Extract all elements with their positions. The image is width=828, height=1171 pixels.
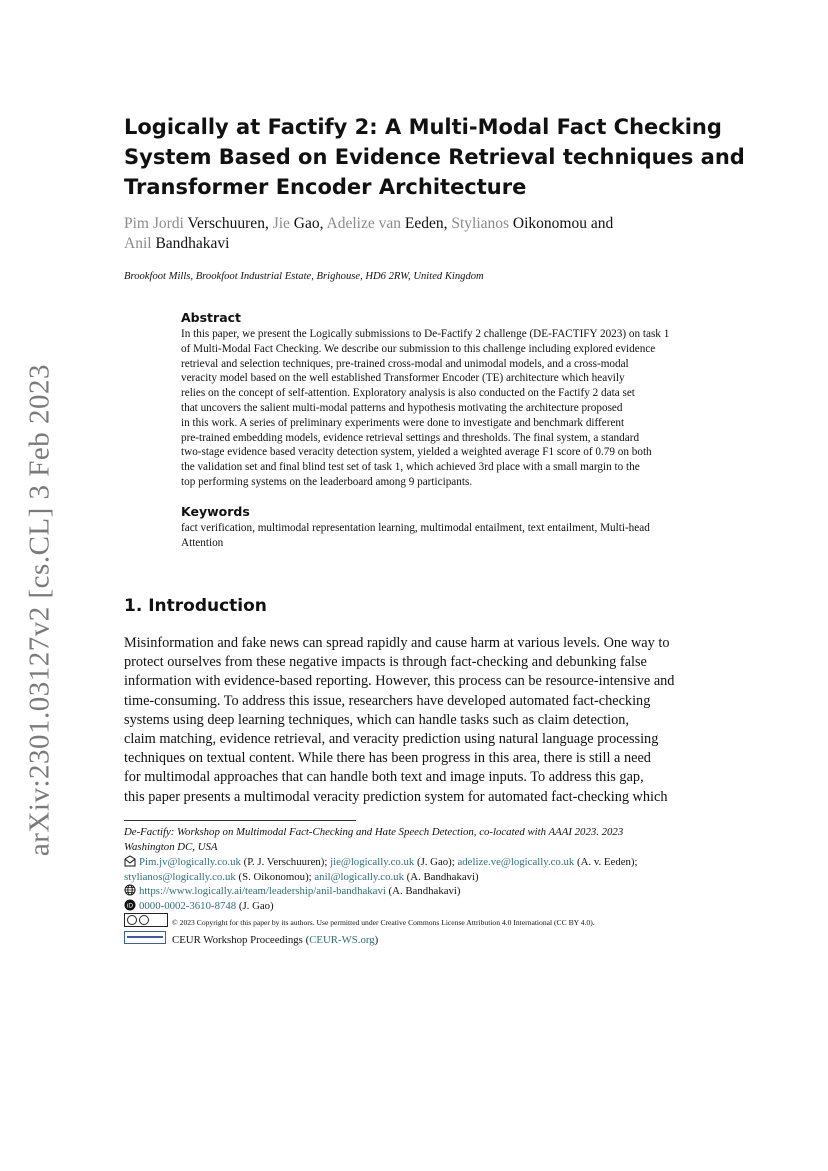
author: Stylianos Oikonomou and bbox=[451, 215, 614, 232]
body-line: protect ourselves from these negative impacts is through fact-checking and debunking false bbox=[124, 654, 647, 671]
author-list bbox=[124, 214, 724, 254]
email-footnote: Pim.jv@logically.co.uk (P. J. Verschuuren); jie@logically.co.uk (J. Gao); adelize.ve@logically.co.uk (A. v. Eeden); stylianos@logically.co.uk (S. Oikonomou); anil@logically.co.uk (A. Bandhakavi) https://www.logically.ai/team/leadership/anil-bandhakavi (A. Bandhakavi) iD 0000-0002-3610-8748 (J. Gao) © 2023 Copyright for this paper by its authors. Use permitted under Creative Commons License Attribution 4.0 International (CC BY 4.0). CEUR Workshop Proceedings (CEUR-WS.org) bbox=[124, 856, 638, 946]
abstract-line: In this paper, we present the Logically submissions to De-Factify 2 challenge (DE-FACTIFY 2023) on task 1 bbox=[181, 328, 670, 340]
title-line: Logically at Factify 2: A Multi-Modal Fact Checking bbox=[124, 115, 722, 139]
keywords-text bbox=[181, 521, 707, 551]
author: Anil Bandhakavi bbox=[124, 235, 230, 252]
introduction-text bbox=[124, 634, 708, 807]
orcid-icon bbox=[124, 899, 136, 911]
body-line: claim matching, evidence retrieval, and veracity prediction using natural language processing bbox=[124, 731, 659, 748]
paper-title bbox=[124, 112, 744, 202]
title-line: System Based on Evidence Retrieval techniques and bbox=[124, 145, 745, 169]
ceur-link[interactable]: CEUR-WS.org bbox=[309, 933, 375, 946]
email-link[interactable]: jie@logically.co.uk bbox=[330, 856, 415, 868]
abstract-line: top performing systems on the leaderboard among 9 participants. bbox=[181, 475, 473, 488]
email-link[interactable]: Pim.jv@logically.co.uk bbox=[139, 856, 241, 868]
author: Jie Gao, bbox=[272, 215, 327, 232]
abstract-line: veracity model based on the well established Transformer Encoder (TE) architecture which heavily bbox=[181, 372, 625, 385]
abstract-line: that uncovers the salient multi-modal patterns and hypothesis motivating the architecture proposed bbox=[181, 401, 623, 414]
svg-text:iD: iD bbox=[126, 902, 134, 909]
abstract-line: of Multi-Modal Fact Checking. We describe our submission to this challenge including explored evidence bbox=[181, 342, 656, 355]
cc-by-license-icon bbox=[124, 913, 168, 927]
affiliation: Brookfoot Mills, Brookfoot Industrial Estate, Brighouse, HD6 2RW, United Kingdom bbox=[124, 271, 484, 282]
title-line: Transformer Encoder Architecture bbox=[124, 175, 527, 199]
body-line: systems using deep learning techniques, which can handle tasks such as claim detection, bbox=[124, 711, 630, 728]
email-link[interactable]: anil@logically.co.uk bbox=[314, 870, 404, 883]
abstract-line: relies on the concept of self-attention. Exploratory analysis is also conducted on the Factify 2 data set bbox=[181, 387, 635, 400]
author: Adelize van Eeden, bbox=[326, 215, 452, 232]
abstract-line: in this work. A series of preliminary experiments were done to investigate and benchmark different bbox=[181, 416, 625, 429]
ceur-logo-icon bbox=[124, 931, 166, 944]
footnote-divider bbox=[124, 820, 356, 821]
arxiv-identifier-text: arXiv:2301.03127v2 [cs.CL] 3 Feb 2023 bbox=[23, 363, 56, 857]
body-line: information with evidence-based reporting. However, this process can be resource-intensive and bbox=[124, 673, 675, 690]
homepage-link[interactable]: https://www.logically.ai/team/leadership/anil-bandhakavi bbox=[139, 885, 386, 897]
arxiv-identifier bbox=[19, 363, 61, 857]
globe-icon bbox=[124, 884, 136, 896]
body-line: time-consuming. To address this issue, researchers have developed automated fact-checking bbox=[124, 692, 651, 709]
email-link[interactable]: adelize.ve@logically.co.uk bbox=[457, 856, 575, 868]
author: Pim Jordi Verschuuren, bbox=[124, 215, 273, 232]
copyright-notice: © 2023 Copyright for this paper by its authors. Use permitted under Creative Commons License Attribution 4.0 International (CC BY 4.0). bbox=[172, 918, 595, 927]
keywords-line: Attention bbox=[181, 536, 224, 549]
orcid-link[interactable]: 0000-0002-3610-8748 bbox=[139, 899, 237, 912]
keywords-line: fact verification, multimodal representation learning, multimodal entailment, text entailment, Multi-head bbox=[181, 522, 650, 534]
keywords-heading: Keywords bbox=[181, 504, 250, 519]
abstract-text bbox=[181, 327, 707, 490]
body-line: for multimodal approaches that can handle both text and image inputs. To address this gap, bbox=[124, 769, 644, 786]
envelope-icon bbox=[124, 855, 136, 867]
abstract-line: two-stage evidence based veracity detection system, yielded a weighted average F1 score of 0.79 on both bbox=[181, 446, 652, 459]
section-heading: 1. Introduction bbox=[124, 596, 267, 616]
abstract-line: retrieval and selection techniques, pre-trained cross-modal and unimodal models, and a cross-modal bbox=[181, 357, 629, 370]
abstract-heading: Abstract bbox=[181, 310, 242, 325]
abstract-line: pre-trained embedding models, evidence retrieval settings and thresholds. The final system, a standard bbox=[181, 431, 640, 444]
body-line: techniques on textual content. While there has been progress in this area, there is still a need bbox=[124, 750, 651, 767]
body-line: Misinformation and fake news can spread rapidly and cause harm at various levels. One way to bbox=[124, 635, 670, 651]
venue-footnote: De-Factify: Workshop on Multimodal Fact-Checking and Hate Speech Detection, co-located with AAAI 2023. 2023 Washington DC, USA bbox=[124, 826, 624, 853]
email-link[interactable]: stylianos@logically.co.uk bbox=[124, 870, 236, 883]
body-line: this paper presents a multimodal veracity prediction system for automated fact-checking which bbox=[124, 788, 668, 805]
abstract-line: the validation set and final blind test set of task 1, which achieved 3rd place with a small margin to the bbox=[181, 461, 640, 474]
